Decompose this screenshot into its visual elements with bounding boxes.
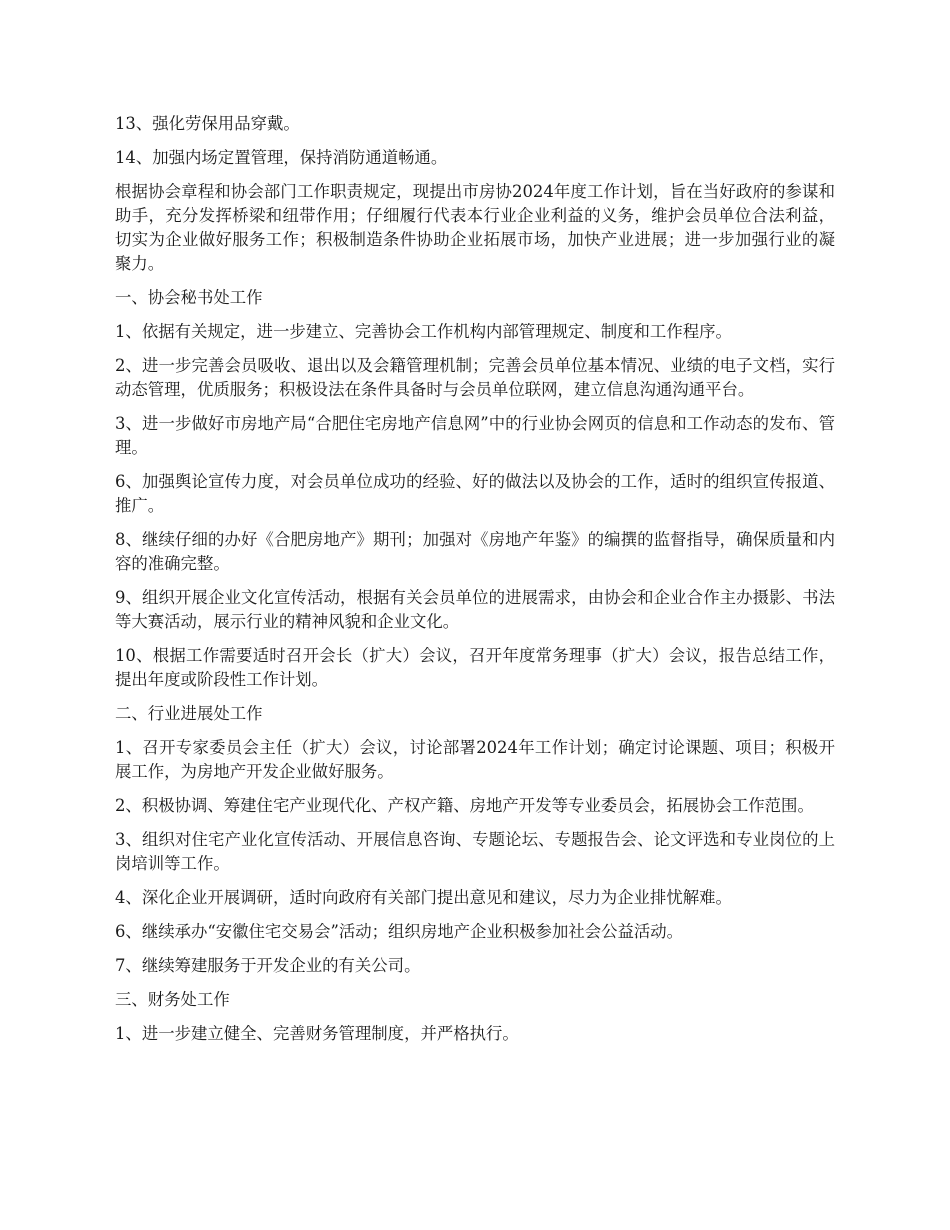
paragraph-industry-6: 6、继续承办“安徽住宅交易会”活动；组织房地产企业积极参加社会公益活动。	[115, 922, 684, 941]
paragraph-industry-7: 7、继续筹建服务于开发企业的有关公司。	[115, 956, 421, 975]
section-heading-secretariat: 一、协会秘书处工作	[115, 288, 263, 307]
paragraph-finance-1: 1、进一步建立健全、完善财务管理制度，并严格执行。	[115, 1024, 519, 1043]
paragraph-secretariat-1: 1、依据有关规定，进一步建立、完善协会工作机构内部管理规定、制度和工作程序。	[115, 322, 732, 341]
paragraph-industry-3: 3、组织对住宅产业化宣传活动、开展信息咨询、专题论坛、专题报告会、论文评选和专业岗位的上岗培训等工作。	[115, 830, 835, 873]
paragraph-industry-4: 4、深化企业开展调研，适时向政府有关部门提出意见和建议，尽力为企业排忧解难。	[115, 888, 732, 907]
paragraph-industry-2: 2、积极协调、筹建住宅产业现代化、产权产籍、房地产开发等专业委员会，拓展协会工作范围。	[115, 796, 814, 815]
document-page	[115, 112, 835, 1056]
paragraph-secretariat-8: 8、继续仔细的办好《合肥房地产》期刊；加强对《房地产年鉴》的编撰的监督指导，确保质量和内容的准确完整。	[115, 530, 835, 573]
paragraph-industry-1: 1、召开专家委员会主任（扩大）会议，讨论部署2024年工作计划；确定讨论课题、项目；积极开展工作，为房地产开发企业做好服务。	[115, 738, 835, 781]
paragraph-secretariat-9: 9、组织开展企业文化宣传活动，根据有关会员单位的进展需求，由协会和企业合作主办摄影、书法等大赛活动，展示行业的精神风貌和企业文化。	[115, 588, 835, 631]
paragraph-item-13: 13、强化劳保用品穿戴。	[115, 114, 300, 133]
section-heading-industry: 二、行业进展处工作	[115, 704, 263, 723]
paragraph-intro: 根据协会章程和协会部门工作职责规定，现提出市房协2024年度工作计划，旨在当好政府的参谋和助手，充分发挥桥梁和纽带作用；仔细履行代表本行业企业利益的义务，维护会员单位合法利益，切实为企业做好服务工作；积极制造条件协助企业拓展市场，加快产业进展；进一步加强行业的凝聚力。	[115, 182, 835, 273]
section-heading-finance: 三、财务处工作	[115, 990, 230, 1009]
paragraph-secretariat-3: 3、进一步做好市房地产局“合肥住宅房地产信息网”中的行业协会网页的信息和工作动态的发布、管理。	[115, 414, 835, 457]
paragraph-secretariat-2: 2、进一步完善会员吸收、退出以及会籍管理机制；完善会员单位基本情况、业绩的电子文档，实行动态管理，优质服务；积极设法在条件具备时与会员单位联网，建立信息沟通沟通平台。	[115, 356, 835, 399]
paragraph-secretariat-6: 6、加强舆论宣传力度，对会员单位成功的经验、好的做法以及协会的工作，适时的组织宣传报道、推广。	[115, 472, 835, 515]
paragraph-secretariat-10: 10、根据工作需要适时召开会长（扩大）会议，召开年度常务理事（扩大）会议，报告总结工作，提出年度或阶段性工作计划。	[115, 646, 835, 689]
paragraph-item-14: 14、加强内场定置管理，保持消防通道畅通。	[115, 148, 448, 167]
